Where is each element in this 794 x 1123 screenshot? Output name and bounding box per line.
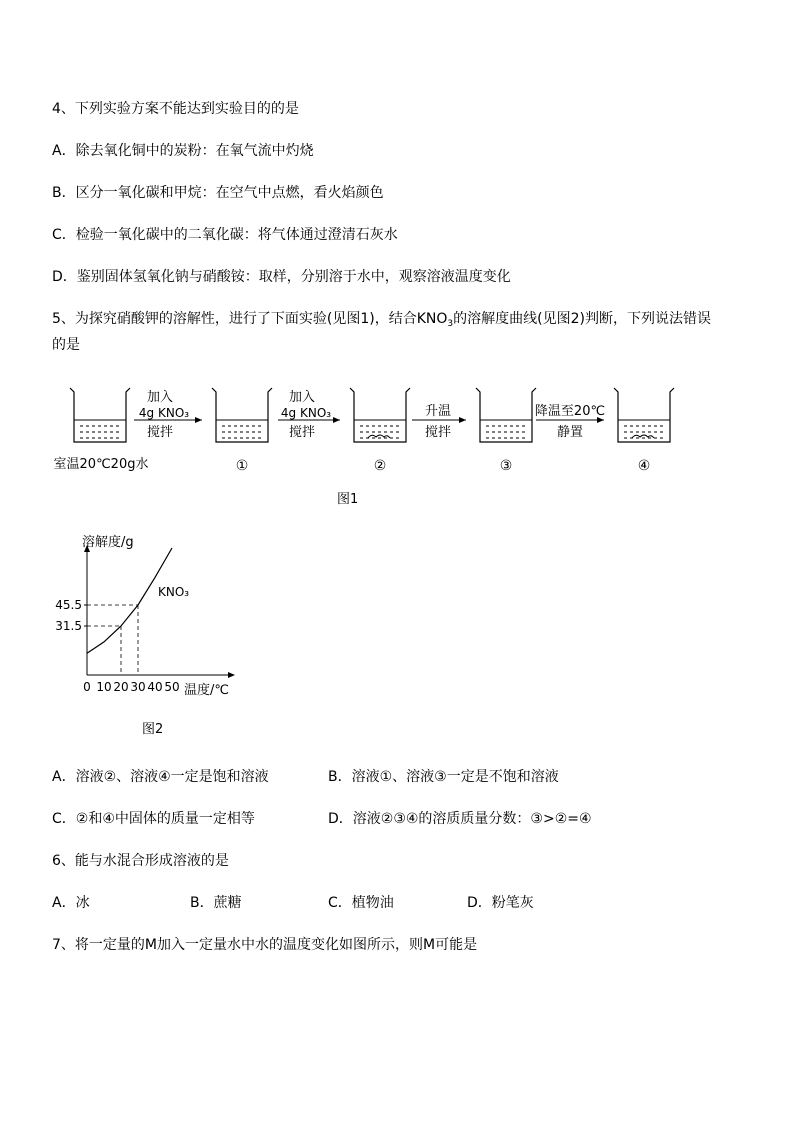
x-tick-label-0: 0	[83, 680, 91, 694]
x-tick-label-4: 40	[147, 680, 163, 694]
q6-stem: 6、能与水混合形成溶液的是	[52, 853, 229, 869]
series-line-kno3	[87, 548, 172, 653]
q5-stem-sub: 3	[447, 319, 454, 329]
arrow-2-bottom: 搅拌	[288, 425, 316, 440]
beaker-start	[70, 388, 130, 442]
y-tick-label-0: 31.5	[55, 619, 82, 633]
arrow-4-bottom: 静置	[556, 425, 584, 440]
q5-stem-b: 的溶解度曲线(见图2)判断，下列说法错误	[453, 311, 711, 327]
q5-option-d: D．溶液②③④的溶质质量分数：③>②=④	[328, 811, 592, 827]
q6-option-a: A．冰	[52, 895, 90, 911]
q4-stem: 4、下列实验方案不能达到实验目的的是	[52, 101, 299, 117]
q4-option-b: B．区分一氧化碳和甲烷：在空气中点燃，看火焰颜色	[52, 185, 384, 201]
figure1-caption: 图1	[337, 492, 359, 507]
q5-stem-a: 5、为探究硝酸钾的溶解性，进行了下面实验(见图1)，结合KNO	[52, 311, 448, 327]
arrow-4-top: 降温至20℃	[534, 404, 606, 419]
q4-option-d: D．鉴别固体氢氧化钠与硝酸铵：取样，分别溶于水中，观察溶液温度变化	[52, 269, 511, 285]
arrow-2-mid: 4g KNO₃	[280, 406, 332, 420]
arrow-1-bottom: 搅拌	[146, 425, 174, 440]
x-tick-label-3: 30	[130, 680, 146, 694]
q6-option-d: D．粉笔灰	[467, 895, 534, 911]
arrow-1-top: 加入	[146, 390, 174, 405]
arrow-3-bottom: 搅拌	[424, 425, 452, 440]
beaker-3-label: ③	[499, 458, 513, 474]
q5-option-b: B．溶液①、溶液③一定是不饱和溶液	[328, 769, 559, 785]
arrow-2-top: 加入	[288, 390, 316, 405]
x-axis-label: 温度/℃	[184, 683, 229, 698]
beaker-1-label: ①	[235, 458, 249, 474]
beaker-3	[476, 388, 536, 442]
beaker-2	[350, 388, 410, 442]
q7-stem: 7、将一定量的M加入一定量水中水的温度变化如图所示，则M可能是	[52, 937, 478, 953]
q4-option-a: A．除去氧化铜中的炭粉：在氧气流中灼烧	[52, 143, 314, 159]
q5-stem-line2: 的是	[52, 337, 80, 353]
q5-option-c: C．②和④中固体的质量一定相等	[52, 811, 255, 827]
beaker-4	[614, 388, 674, 442]
series-label-kno3: KNO₃	[158, 585, 190, 599]
arrow-1-mid: 4g KNO₃	[138, 406, 190, 420]
x-tick-label-5: 50	[164, 680, 180, 694]
y-tick-label-1: 45.5	[55, 598, 82, 612]
x-tick-label-2: 20	[113, 680, 129, 694]
q5-option-a: A．溶液②、溶液④一定是饱和溶液	[52, 769, 269, 785]
figure2-caption: 图2	[142, 722, 164, 737]
solubility-chart	[50, 532, 260, 704]
start-label: 室温20℃20g水	[53, 457, 149, 472]
arrow-3-top: 升温	[424, 404, 452, 419]
beaker-2-label: ②	[373, 458, 387, 474]
beaker-1	[212, 388, 272, 442]
q6-option-c: C．植物油	[328, 895, 394, 911]
y-axis-label: 溶解度/g	[82, 535, 134, 550]
q5-stem	[52, 309, 711, 334]
q4-option-c: C．检验一氧化碳中的二氧化碳：将气体通过澄清石灰水	[52, 227, 398, 243]
x-tick-label-1: 10	[96, 680, 112, 694]
q6-option-b: B．蔗糖	[190, 895, 242, 911]
solid-precipitate-2	[368, 435, 390, 438]
solid-precipitate-4	[632, 435, 654, 438]
figure1-diagram	[50, 380, 690, 480]
beaker-4-label: ④	[637, 458, 651, 474]
